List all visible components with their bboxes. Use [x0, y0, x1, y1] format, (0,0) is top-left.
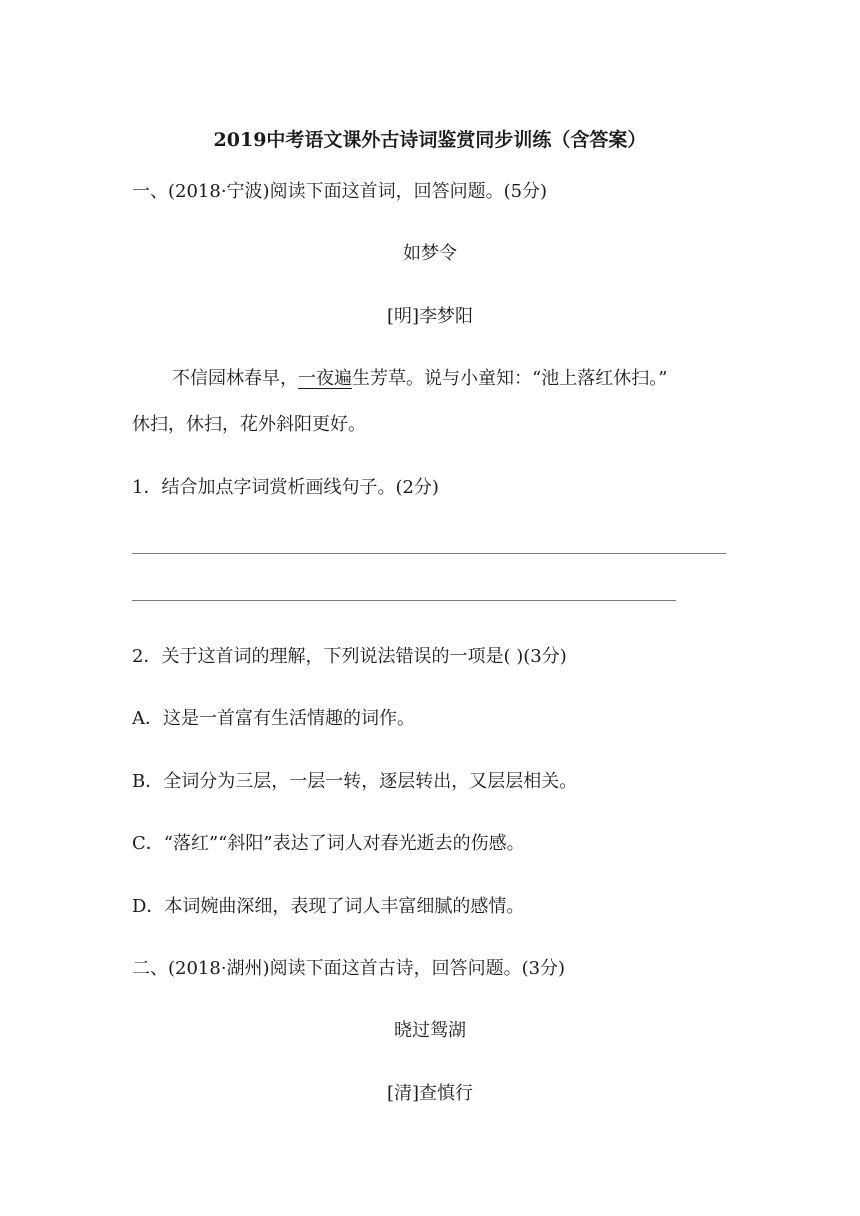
- answer-line-1: [132, 553, 726, 554]
- option-d: D．本词婉曲深细，表现了词人丰富细腻的感情。: [132, 896, 525, 917]
- poem-2-author: [清]查慎行: [386, 1083, 474, 1104]
- poem-1-line-2: 休扫，休扫，花外斜阳更好。: [132, 414, 366, 435]
- answer-line-2: [132, 600, 676, 601]
- poem-1-line-1-start: 不信园林春早，: [172, 368, 298, 389]
- poem-1-line-1-end: 生芳草。说与小童知：“池上落红休扫。”: [352, 368, 668, 389]
- option-b: B．全词分为三层，一层一转，逐层转出，又层层相关。: [132, 771, 578, 792]
- poem-1-line-1: [172, 367, 667, 391]
- option-a: A．这是一首富有生活情趣的词作。: [132, 708, 415, 729]
- section-2-heading: 二、(2018·湖州)阅读下面这首古诗，回答问题。(3分): [132, 958, 566, 979]
- question-1: 1．结合加点字词赏析画线句子。(2分): [132, 477, 439, 498]
- section-1-heading: 一、(2018·宁波)阅读下面这首词，回答问题。(5分): [132, 181, 548, 202]
- option-c: C．“落红”“斜阳”表达了词人对春光逝去的伤感。: [132, 833, 525, 854]
- underlined-phrase: 一夜遍: [298, 368, 352, 389]
- poem-1-author: [明]李梦阳: [386, 306, 474, 327]
- page-title: 2019中考语文课外古诗词鉴赏同步训练（含答案）: [213, 129, 647, 151]
- poem-2-title: 晓过鸳湖: [394, 1020, 466, 1041]
- poem-1-title: 如梦令: [403, 243, 457, 264]
- question-2: 2．关于这首词的理解，下列说法错误的一项是( )(3分): [132, 646, 567, 667]
